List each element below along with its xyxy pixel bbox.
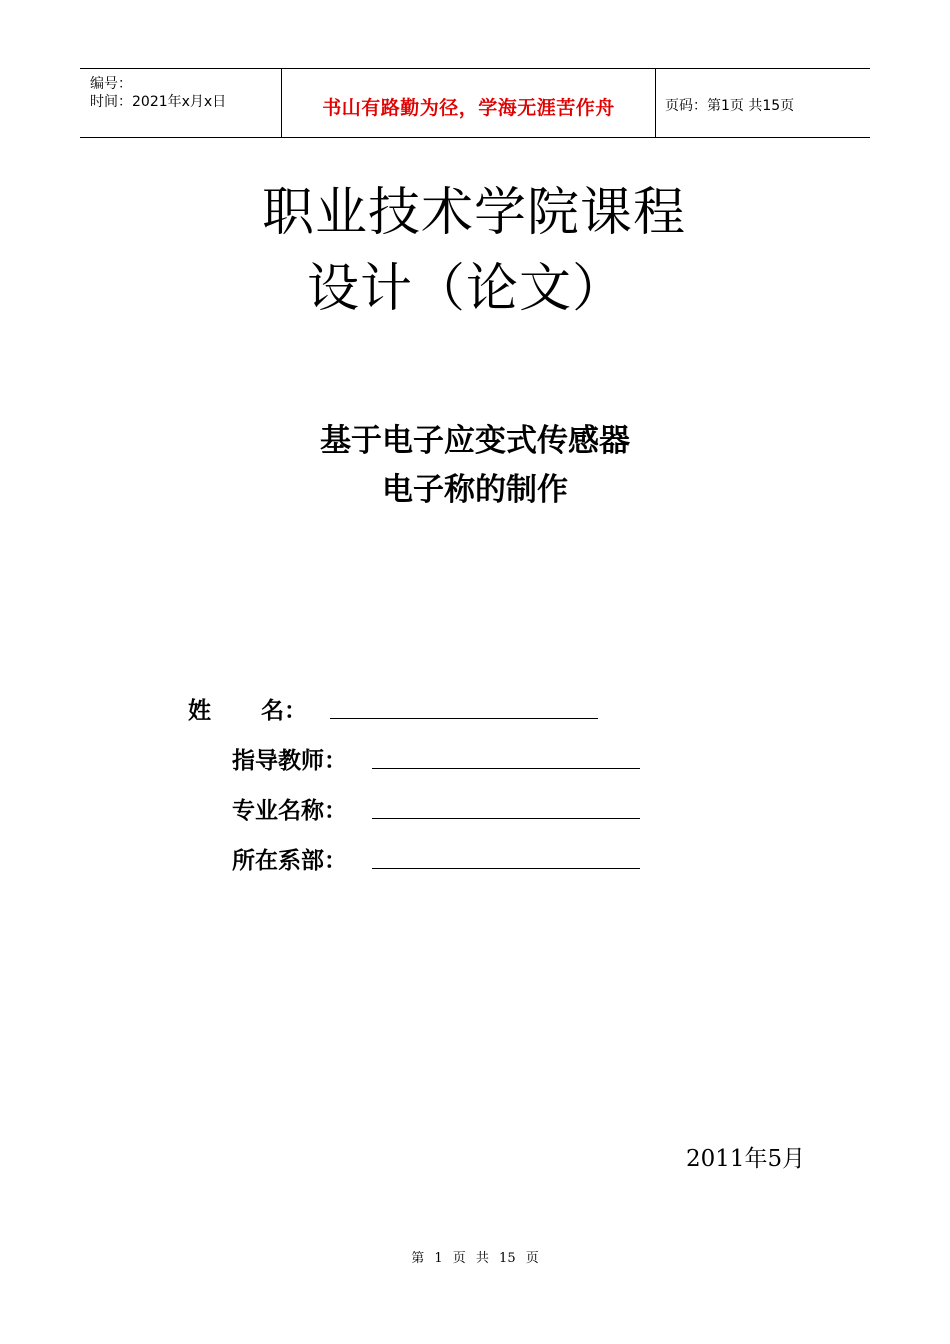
header-table (80, 68, 870, 138)
page-footer: 第 1 页 共 15 页 (411, 1251, 539, 1266)
document-number-label: 编号： (90, 76, 132, 92)
department-field-line[interactable] (372, 868, 640, 869)
name-field-label (188, 692, 307, 725)
advisor-field-line[interactable] (372, 768, 640, 769)
main-title-line1: 职业技术学院课程 (262, 183, 687, 243)
name-label-part2: 名： (261, 698, 307, 724)
thesis-title-line2: 电子称的制作 (382, 472, 568, 508)
submission-date: 2011年5月 (686, 1146, 806, 1172)
page-info-text: 页码：第1页 共15页 (665, 98, 795, 114)
header-motto-cell (281, 69, 656, 137)
motto-text: 书山有路勤为径，学海无涯苦作舟 (322, 97, 615, 119)
major-field-line[interactable] (372, 818, 640, 819)
name-field-line[interactable] (330, 718, 598, 719)
document-time-label: 时间：2021年x月x日 (90, 94, 227, 110)
name-label-part1: 姓 (188, 698, 211, 724)
major-field-label: 专业名称： (232, 798, 347, 824)
header-page-cell (655, 69, 870, 137)
main-title-line2: 设计（论文） (307, 259, 626, 319)
department-field-label: 所在系部： (232, 848, 347, 874)
advisor-field-label: 指导教师： (232, 748, 347, 774)
thesis-title-line1: 基于电子应变式传感器 (320, 423, 630, 459)
header-info-cell (80, 69, 281, 137)
